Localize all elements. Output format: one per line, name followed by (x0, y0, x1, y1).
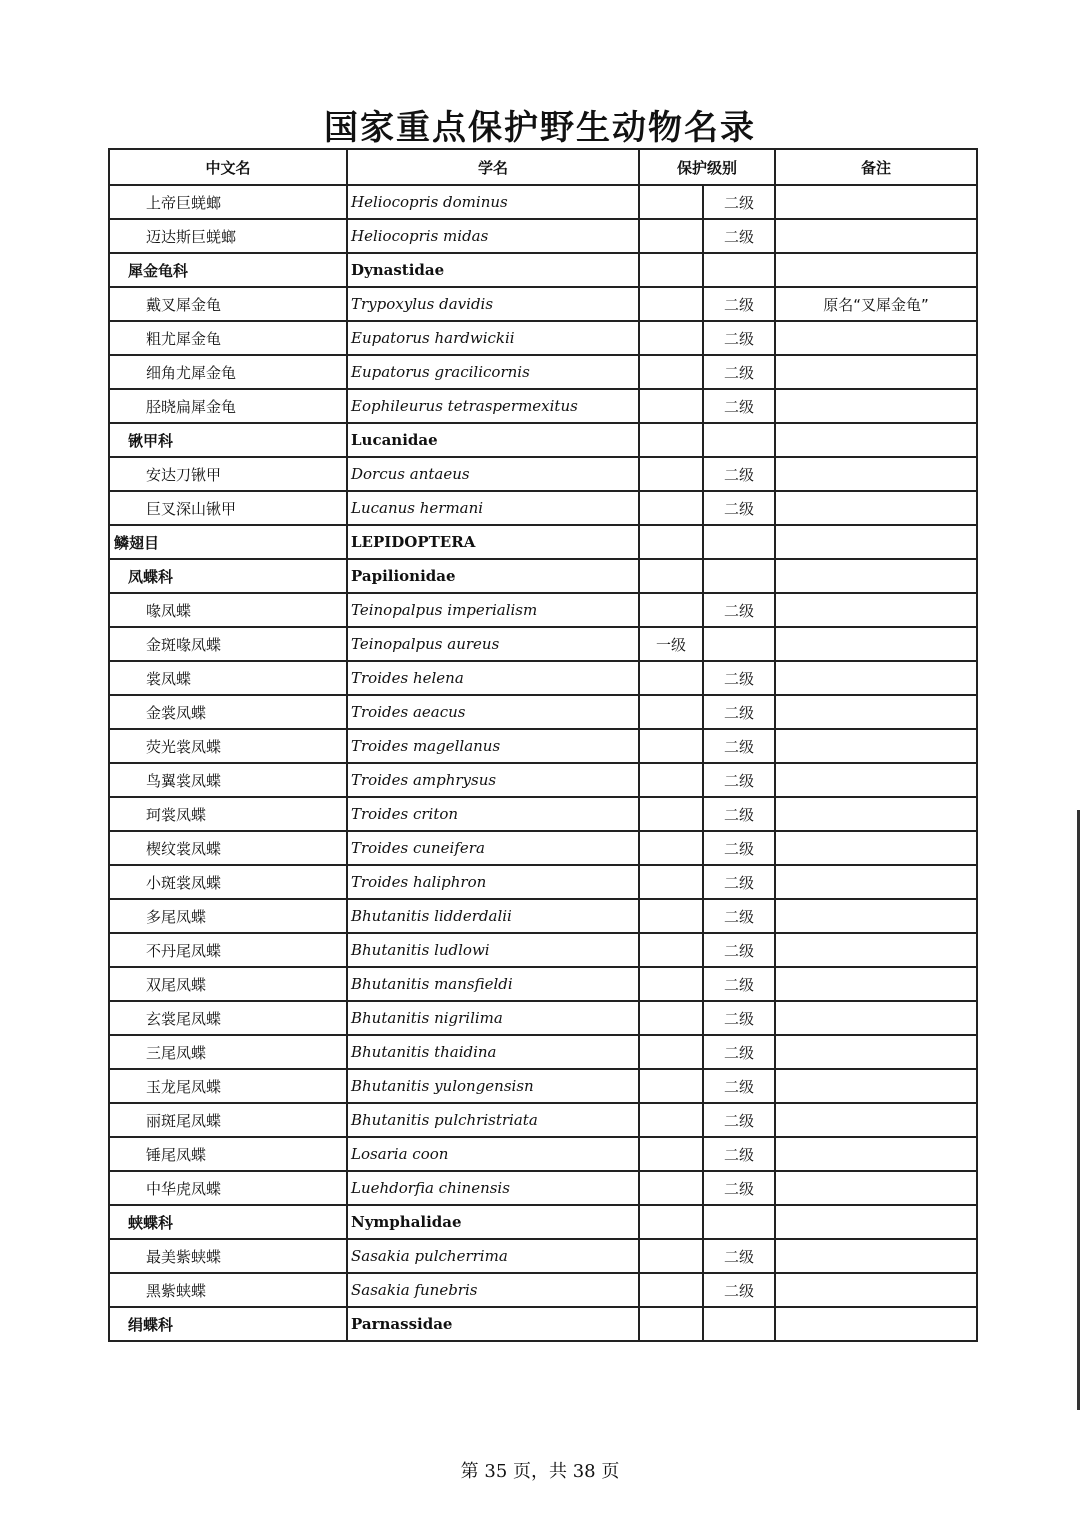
scientific-name-cell: Bhutanitis thaidina (347, 1035, 639, 1069)
level-1-cell (639, 355, 703, 389)
remarks-cell (775, 559, 977, 593)
level-2-cell: 二级 (703, 1171, 775, 1205)
level-1-cell (639, 1035, 703, 1069)
chinese-name-cell: 上帝巨蜣螂 (109, 185, 347, 219)
family-row (109, 253, 977, 287)
level-1-cell: 一级 (639, 627, 703, 661)
scientific-name-cell: Luehdorfia chinensis (347, 1171, 639, 1205)
chinese-name-cell: 粗尤犀金龟 (109, 321, 347, 355)
chinese-name-cell: 玄裳尾凤蝶 (109, 1001, 347, 1035)
table-row (109, 1103, 977, 1137)
chinese-name-cell: 喙凤蝶 (109, 593, 347, 627)
remarks-cell (775, 423, 977, 457)
level-2-cell (703, 253, 775, 287)
level-2-cell: 二级 (703, 321, 775, 355)
family-row (109, 1205, 977, 1239)
chinese-name-cell: 安达刀锹甲 (109, 457, 347, 491)
scientific-name-cell: Teinopalpus aureus (347, 627, 639, 661)
scientific-name-cell: Bhutanitis yulongensisn (347, 1069, 639, 1103)
scientific-name-cell: Sasakia pulcherrima (347, 1239, 639, 1273)
chinese-name-cell: 三尾凤蝶 (109, 1035, 347, 1069)
scientific-name-cell: Troides magellanus (347, 729, 639, 763)
level-2-cell: 二级 (703, 865, 775, 899)
chinese-name-cell: 金裳凤蝶 (109, 695, 347, 729)
family-row (109, 423, 977, 457)
chinese-name-cell: 珂裳凤蝶 (109, 797, 347, 831)
level-1-cell (639, 831, 703, 865)
table-row (109, 219, 977, 253)
remarks-cell (775, 389, 977, 423)
scientific-name-cell: Bhutanitis nigrilima (347, 1001, 639, 1035)
remarks-cell (775, 253, 977, 287)
chinese-name-cell: 鳞翅目 (109, 525, 347, 559)
level-1-cell (639, 763, 703, 797)
chinese-name-cell: 丽斑尾凤蝶 (109, 1103, 347, 1137)
remarks-cell (775, 1069, 977, 1103)
level-2-cell: 二级 (703, 389, 775, 423)
level-1-cell (639, 185, 703, 219)
table-row (109, 355, 977, 389)
chinese-name-cell: 金斑喙凤蝶 (109, 627, 347, 661)
level-1-cell (639, 321, 703, 355)
scientific-name-cell: Losaria coon (347, 1137, 639, 1171)
scientific-name-cell: Eupatorus hardwickii (347, 321, 639, 355)
table-body (109, 185, 977, 1341)
level-2-cell: 二级 (703, 661, 775, 695)
scientific-name-cell: Nymphalidae (347, 1205, 639, 1239)
scientific-name-cell: Trypoxylus davidis (347, 287, 639, 321)
scientific-name-cell: Lucanus hermani (347, 491, 639, 525)
level-2-cell: 二级 (703, 729, 775, 763)
table-row (109, 831, 977, 865)
level-2-cell: 二级 (703, 593, 775, 627)
table-row (109, 933, 977, 967)
level-2-cell: 二级 (703, 933, 775, 967)
level-2-cell: 二级 (703, 355, 775, 389)
table-row (109, 1137, 977, 1171)
scientific-name-cell: Troides helena (347, 661, 639, 695)
level-2-cell: 二级 (703, 287, 775, 321)
chinese-name-cell: 巨叉深山锹甲 (109, 491, 347, 525)
header-remarks: 备注 (775, 149, 977, 185)
remarks-cell (775, 321, 977, 355)
level-1-cell (639, 1069, 703, 1103)
level-1-cell (639, 593, 703, 627)
remarks-cell (775, 1035, 977, 1069)
scientific-name-cell: LEPIDOPTERA (347, 525, 639, 559)
remarks-cell (775, 1001, 977, 1035)
remarks-cell (775, 525, 977, 559)
remarks-cell (775, 899, 977, 933)
table-row (109, 1239, 977, 1273)
table-row (109, 967, 977, 1001)
table-row (109, 729, 977, 763)
remarks-cell (775, 457, 977, 491)
table-row (109, 763, 977, 797)
table-row (109, 695, 977, 729)
level-1-cell (639, 423, 703, 457)
remarks-cell (775, 933, 977, 967)
scientific-name-cell: Parnassidae (347, 1307, 639, 1341)
level-1-cell (639, 525, 703, 559)
chinese-name-cell: 玉龙尾凤蝶 (109, 1069, 347, 1103)
level-1-cell (639, 967, 703, 1001)
level-1-cell (639, 457, 703, 491)
scientific-name-cell: Troides cuneifera (347, 831, 639, 865)
table-row (109, 1069, 977, 1103)
level-1-cell (639, 661, 703, 695)
level-1-cell (639, 1307, 703, 1341)
level-1-cell (639, 1239, 703, 1273)
level-1-cell (639, 1137, 703, 1171)
level-2-cell: 二级 (703, 1001, 775, 1035)
remarks-cell (775, 1307, 977, 1341)
scientific-name-cell: Eupatorus gracilicornis (347, 355, 639, 389)
family-row (109, 559, 977, 593)
level-2-cell: 二级 (703, 1137, 775, 1171)
level-1-cell (639, 219, 703, 253)
chinese-name-cell: 犀金龟科 (109, 253, 347, 287)
level-1-cell (639, 1171, 703, 1205)
level-2-cell: 二级 (703, 1103, 775, 1137)
table-row (109, 287, 977, 321)
level-2-cell: 二级 (703, 1239, 775, 1273)
level-2-cell (703, 1205, 775, 1239)
remarks-cell (775, 1273, 977, 1307)
scientific-name-cell: Bhutanitis mansfieldi (347, 967, 639, 1001)
level-2-cell (703, 423, 775, 457)
remarks-cell (775, 219, 977, 253)
level-1-cell (639, 389, 703, 423)
remarks-cell (775, 831, 977, 865)
table-row (109, 865, 977, 899)
table-row (109, 491, 977, 525)
scientific-name-cell: Lucanidae (347, 423, 639, 457)
chinese-name-cell: 多尾凤蝶 (109, 899, 347, 933)
table-row (109, 797, 977, 831)
level-1-cell (639, 695, 703, 729)
remarks-cell (775, 661, 977, 695)
chinese-name-cell: 不丹尾凤蝶 (109, 933, 347, 967)
remarks-cell (775, 797, 977, 831)
level-1-cell (639, 559, 703, 593)
table-row (109, 457, 977, 491)
page-title: 国家重点保护野生动物名录 (324, 108, 756, 148)
page-footer: 第 35 页，共 38 页 (460, 1461, 620, 1482)
remarks-cell (775, 967, 977, 1001)
chinese-name-cell: 凤蝶科 (109, 559, 347, 593)
header-scientific-name: 学名 (347, 149, 639, 185)
family-row (109, 1307, 977, 1341)
level-1-cell (639, 1001, 703, 1035)
scientific-name-cell: Papilionidae (347, 559, 639, 593)
scientific-name-cell: Troides haliphron (347, 865, 639, 899)
chinese-name-cell: 迈达斯巨蜣螂 (109, 219, 347, 253)
header-protection-level: 保护级别 (639, 149, 775, 185)
level-2-cell: 二级 (703, 695, 775, 729)
chinese-name-cell: 锹甲科 (109, 423, 347, 457)
level-2-cell: 二级 (703, 967, 775, 1001)
scientific-name-cell: Sasakia funebris (347, 1273, 639, 1307)
level-2-cell (703, 525, 775, 559)
chinese-name-cell: 细角尤犀金龟 (109, 355, 347, 389)
remarks-cell (775, 695, 977, 729)
level-2-cell (703, 627, 775, 661)
scientific-name-cell: Heliocopris midas (347, 219, 639, 253)
remarks-cell (775, 1137, 977, 1171)
level-1-cell (639, 253, 703, 287)
remarks-cell (775, 627, 977, 661)
order-row (109, 525, 977, 559)
table-header-row (109, 149, 977, 185)
chinese-name-cell: 最美紫蛱蝶 (109, 1239, 347, 1273)
table-row (109, 627, 977, 661)
remarks-cell (775, 355, 977, 389)
level-1-cell (639, 1103, 703, 1137)
chinese-name-cell: 蛱蝶科 (109, 1205, 347, 1239)
scientific-name-cell: Eophileurus tetraspermexitus (347, 389, 639, 423)
remarks-cell: 原名“叉犀金龟” (775, 287, 977, 321)
remarks-cell (775, 491, 977, 525)
level-1-cell (639, 287, 703, 321)
remarks-cell (775, 1205, 977, 1239)
chinese-name-cell: 鸟翼裳凤蝶 (109, 763, 347, 797)
level-2-cell: 二级 (703, 457, 775, 491)
table-row (109, 185, 977, 219)
scientific-name-cell: Dorcus antaeus (347, 457, 639, 491)
level-1-cell (639, 1273, 703, 1307)
level-2-cell: 二级 (703, 185, 775, 219)
table-row (109, 1171, 977, 1205)
level-2-cell: 二级 (703, 797, 775, 831)
level-2-cell: 二级 (703, 1273, 775, 1307)
scientific-name-cell: Bhutanitis ludlowi (347, 933, 639, 967)
table-row (109, 593, 977, 627)
level-2-cell (703, 559, 775, 593)
chinese-name-cell: 绢蝶科 (109, 1307, 347, 1341)
level-2-cell: 二级 (703, 899, 775, 933)
remarks-cell (775, 1239, 977, 1273)
table-row (109, 1273, 977, 1307)
remarks-cell (775, 763, 977, 797)
scientific-name-cell: Bhutanitis pulchristriata (347, 1103, 639, 1137)
remarks-cell (775, 865, 977, 899)
chinese-name-cell: 中华虎凤蝶 (109, 1171, 347, 1205)
header-chinese-name: 中文名 (109, 149, 347, 185)
scientific-name-cell: Bhutanitis lidderdalii (347, 899, 639, 933)
scientific-name-cell: Troides aeacus (347, 695, 639, 729)
chinese-name-cell: 小斑裳凤蝶 (109, 865, 347, 899)
chinese-name-cell: 黑紫蛱蝶 (109, 1273, 347, 1307)
scientific-name-cell: Teinopalpus imperialism (347, 593, 639, 627)
level-2-cell: 二级 (703, 219, 775, 253)
chinese-name-cell: 双尾凤蝶 (109, 967, 347, 1001)
level-2-cell: 二级 (703, 831, 775, 865)
scientific-name-cell: Troides criton (347, 797, 639, 831)
chinese-name-cell: 胫晓扁犀金龟 (109, 389, 347, 423)
level-1-cell (639, 933, 703, 967)
table-row (109, 389, 977, 423)
level-1-cell (639, 865, 703, 899)
scientific-name-cell: Heliocopris dominus (347, 185, 639, 219)
level-2-cell (703, 1307, 775, 1341)
table-row (109, 899, 977, 933)
remarks-cell (775, 593, 977, 627)
scientific-name-cell: Troides amphrysus (347, 763, 639, 797)
scientific-name-cell: Dynastidae (347, 253, 639, 287)
table-row (109, 321, 977, 355)
table-row (109, 1035, 977, 1069)
level-2-cell: 二级 (703, 763, 775, 797)
remarks-cell (775, 729, 977, 763)
remarks-cell (775, 185, 977, 219)
level-2-cell: 二级 (703, 1069, 775, 1103)
level-1-cell (639, 491, 703, 525)
chinese-name-cell: 裳凤蝶 (109, 661, 347, 695)
chinese-name-cell: 戴叉犀金龟 (109, 287, 347, 321)
level-2-cell: 二级 (703, 491, 775, 525)
chinese-name-cell: 荧光裳凤蝶 (109, 729, 347, 763)
table-row (109, 661, 977, 695)
level-1-cell (639, 899, 703, 933)
chinese-name-cell: 锤尾凤蝶 (109, 1137, 347, 1171)
chinese-name-cell: 楔纹裳凤蝶 (109, 831, 347, 865)
species-table (108, 148, 978, 1342)
level-2-cell: 二级 (703, 1035, 775, 1069)
level-1-cell (639, 729, 703, 763)
table-row (109, 1001, 977, 1035)
remarks-cell (775, 1171, 977, 1205)
level-1-cell (639, 797, 703, 831)
remarks-cell (775, 1103, 977, 1137)
level-1-cell (639, 1205, 703, 1239)
